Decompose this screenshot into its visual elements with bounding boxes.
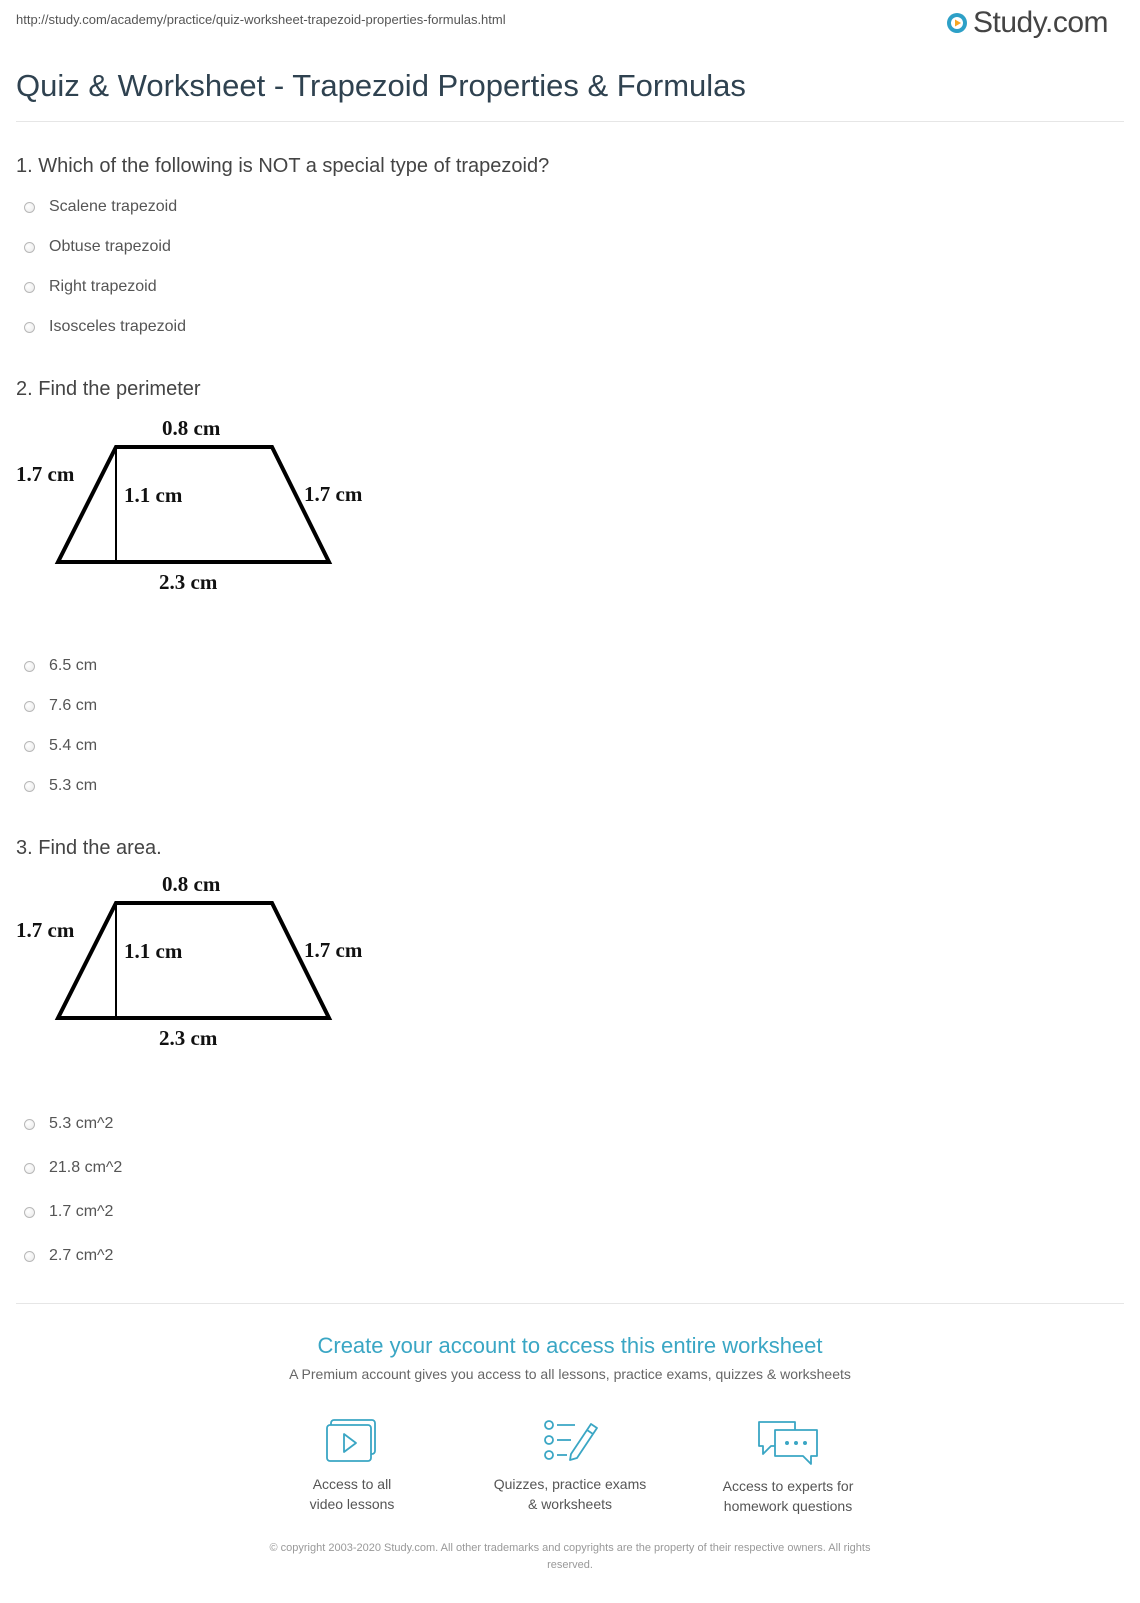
option-label: 6.5 cm xyxy=(49,657,98,674)
feature-line-2: homework questions xyxy=(723,1498,853,1514)
option-label: 5.3 cm^2 xyxy=(49,1115,114,1132)
q3-option-4[interactable] xyxy=(24,1245,113,1267)
q1-option-3[interactable] xyxy=(24,276,157,298)
q2-option-2[interactable] xyxy=(24,695,97,717)
copyright-footer xyxy=(210,1540,930,1574)
radio-button[interactable] xyxy=(24,661,35,672)
radio-button[interactable] xyxy=(24,1163,35,1174)
radio-button[interactable] xyxy=(24,322,35,333)
option-label: 5.3 cm xyxy=(49,777,98,794)
feature-line-1: Access to all xyxy=(312,1476,392,1492)
feature-quizzes xyxy=(470,1418,670,1514)
option-label: 21.8 cm^2 xyxy=(49,1159,123,1176)
page-title: Quiz & Worksheet - Trapezoid Properties & Formulas xyxy=(16,68,746,103)
option-label: Scalene trapezoid xyxy=(49,198,178,215)
right-leg-label: 1.7 cm xyxy=(304,938,363,962)
left-leg-label: 1.7 cm xyxy=(16,918,75,942)
create-account-link[interactable]: Create your account to access this entire worksheet xyxy=(317,1333,823,1358)
option-label: 1.7 cm^2 xyxy=(49,1203,114,1220)
radio-button[interactable] xyxy=(24,701,35,712)
radio-button[interactable] xyxy=(24,781,35,792)
top-base-label: 0.8 cm xyxy=(162,416,221,440)
q3-option-3[interactable] xyxy=(24,1201,113,1223)
trapezoid-figure-perimeter xyxy=(14,412,374,596)
feature-line-2: & worksheets xyxy=(527,1496,613,1512)
height-label: 1.1 cm xyxy=(124,483,183,507)
q1-option-4[interactable] xyxy=(24,316,186,338)
height-label: 1.1 cm xyxy=(124,939,183,963)
title-divider xyxy=(16,121,1124,122)
study-logo-icon xyxy=(946,12,968,34)
q2-option-3[interactable] xyxy=(24,735,97,757)
radio-button[interactable] xyxy=(24,1251,35,1262)
question-3-text: 3. Find the area. xyxy=(16,837,162,859)
page-url: http://study.com/academy/practice/quiz-worksheet-trapezoid-properties-formulas.html xyxy=(16,12,506,27)
feature-label xyxy=(470,1474,670,1514)
question-1-text: 1. Which of the following is NOT a special type of trapezoid? xyxy=(16,155,550,177)
trapezoid-shape xyxy=(58,447,329,562)
bottom-base-label: 2.3 cm xyxy=(159,1026,218,1050)
option-label: 7.6 cm xyxy=(49,697,98,714)
study-logo-text: Study.com xyxy=(973,6,1108,39)
right-leg-label: 1.7 cm xyxy=(304,482,363,506)
trapezoid-shape xyxy=(58,903,329,1018)
feature-line-1: Quizzes, practice exams xyxy=(493,1476,647,1492)
quiz-checklist-icon xyxy=(541,1418,599,1464)
feature-line-2: video lessons xyxy=(309,1496,395,1512)
q2-option-1[interactable] xyxy=(24,655,97,677)
premium-description: A Premium account gives you access to all lessons, practice exams, quizzes & worksheets xyxy=(289,1366,851,1382)
feature-label xyxy=(252,1474,452,1514)
radio-button[interactable] xyxy=(24,1119,35,1130)
copyright-line-1: © copyright 2003-2020 Study.com. All other trademarks and copyrights are the property of their respective owners. All rights xyxy=(269,1542,871,1554)
feature-experts xyxy=(688,1418,888,1516)
feature-video-lessons xyxy=(252,1418,452,1514)
chat-bubbles-icon xyxy=(755,1418,821,1466)
q3-option-2[interactable] xyxy=(24,1157,122,1179)
bottom-base-label: 2.3 cm xyxy=(159,570,218,594)
copyright-line-2: reserved. xyxy=(547,1559,593,1571)
option-label: Right trapezoid xyxy=(49,278,157,295)
radio-button[interactable] xyxy=(24,242,35,253)
feature-label xyxy=(688,1476,888,1516)
q3-option-1[interactable] xyxy=(24,1113,113,1135)
radio-button[interactable] xyxy=(24,282,35,293)
option-label: 2.7 cm^2 xyxy=(49,1247,114,1264)
q2-option-4[interactable] xyxy=(24,775,97,797)
radio-button[interactable] xyxy=(24,1207,35,1218)
radio-button[interactable] xyxy=(24,202,35,213)
radio-button[interactable] xyxy=(24,741,35,752)
option-label: Isosceles trapezoid xyxy=(49,318,186,335)
video-icon xyxy=(325,1418,379,1464)
question-2-text: 2. Find the perimeter xyxy=(16,378,201,400)
trapezoid-figure-area xyxy=(14,868,374,1052)
q1-option-2[interactable] xyxy=(24,236,171,258)
q1-option-1[interactable] xyxy=(24,196,177,218)
cta-divider xyxy=(16,1303,1124,1304)
top-base-label: 0.8 cm xyxy=(162,872,221,896)
feature-line-1: Access to experts for xyxy=(722,1478,854,1494)
option-label: 5.4 cm xyxy=(49,737,98,754)
left-leg-label: 1.7 cm xyxy=(16,462,75,486)
option-label: Obtuse trapezoid xyxy=(49,238,171,255)
study-logo[interactable] xyxy=(946,6,1108,40)
